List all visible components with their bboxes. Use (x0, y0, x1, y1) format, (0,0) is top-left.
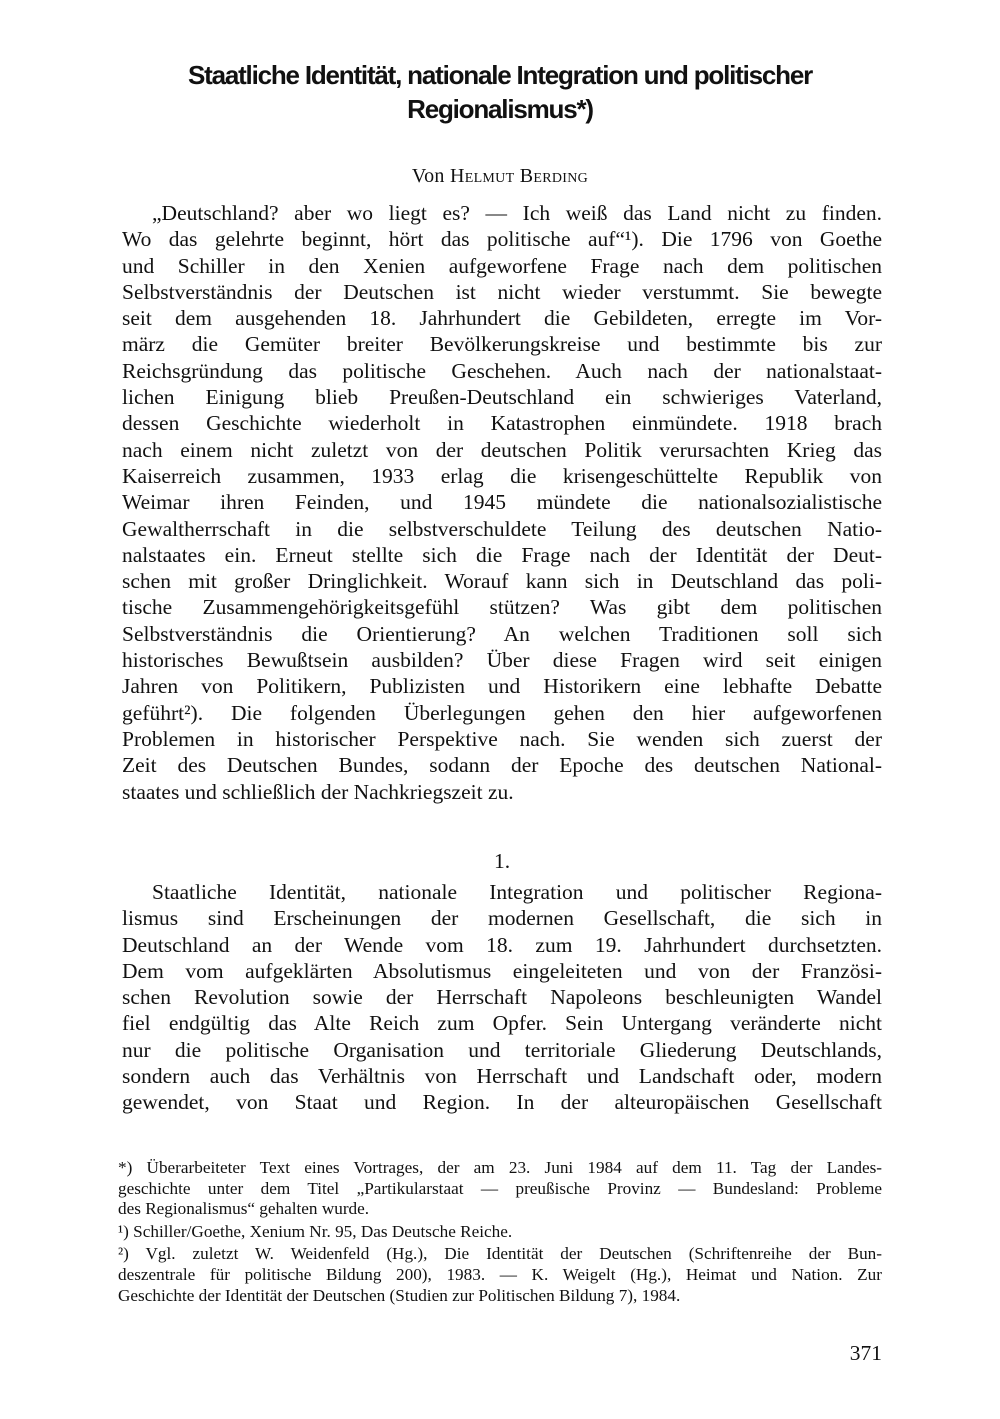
text-line: schen Revolution sowie der Herrschaft Napoleons beschleunigten Wandel (122, 985, 882, 1010)
paragraph-intro (122, 200, 882, 805)
text-line: Gewaltherrschaft in die selbstverschuldete Teilung des deutschen Natio- (122, 516, 882, 541)
article-title-line-2: Regionalismus*) (407, 94, 593, 124)
text-line: nur die politische Organisation und territoriale Gliederung Deutschlands, (122, 1037, 882, 1062)
footnote-line: des Regionalismus“ gehalten wurde. (118, 1199, 370, 1219)
text-line: Selbstverständnis die Orientierung? An welchen Traditionen soll sich (122, 621, 882, 646)
author-name: Helmut Berding (449, 165, 589, 187)
text-line: lichen Einigung blieb Preußen-Deutschland ein schwieriges Vaterland, (122, 385, 882, 410)
text-line: gewendet, von Staat und Region. In der alteuropäischen Gesellschaft (122, 1090, 882, 1115)
text-line: und Schiller in den Xenien aufgeworfene Frage nach dem politischen (122, 253, 882, 278)
text-line: Kaiserreich zusammen, 1933 erlag die krisengeschüttelte Republik von (122, 463, 882, 488)
text-line: Reichsgründung das politische Geschehen. Auch nach der nationalstaat- (122, 358, 882, 383)
text-line: nalstaates ein. Erneut stellte sich die Frage nach der Identität der Deut- (122, 542, 882, 567)
text-line: geführt²). Die folgenden Überlegungen gehen den hier aufgeworfenen (122, 700, 882, 725)
text-line: Wo das gelehrte beginnt, hört das politische auf“¹). Die 1796 von Goethe (122, 227, 882, 252)
page-number: 371 (849, 1341, 882, 1365)
text-line: Staatliche Identität, nationale Integration und politischer Regiona- (152, 880, 882, 904)
footnote-line: deszentrale für politische Bildung 200), 1983. — K. Weigelt (Hg.), Heimat und Nation. Zur (118, 1264, 882, 1284)
footnote-line: geschichte unter dem Titel „Partikularstaat — preußische Provinz — Bundesland: Probleme (118, 1178, 882, 1198)
text-line: Selbstverständnis der Deutschen ist nicht wieder verstummt. Sie bewegte (122, 279, 882, 304)
footnote-line: Geschichte der Identität der Deutschen (Studien zur Politischen Bildung 7), 1984. (118, 1285, 681, 1305)
section-heading: 1. (493, 849, 511, 873)
article-title (150, 58, 850, 126)
text-line: Deutschland an der Wende vom 18. zum 19. Jahrhundert durchsetzten. (122, 932, 882, 957)
footnotes (118, 1158, 882, 1308)
text-line: dessen Geschichte wiederholt in Katastrophen einmündete. 1918 brach (122, 411, 882, 436)
text-line: historisches Bewußtsein ausbilden? Über diese Fragen wird seit einigen (122, 648, 882, 673)
article-title-line-1: Staatliche Identität, nationale Integration und politischer (187, 60, 813, 90)
paragraph-section-1 (122, 879, 882, 1116)
footnote-line: *) Überarbeiteter Text eines Vortrages, der am 23. Juni 1984 auf dem 11. Tag der Landes- (118, 1158, 882, 1177)
text-line: schen mit großer Dringlichkeit. Worauf kann sich in Deutschland das poli- (122, 569, 882, 594)
text-line: märz die Gemüter breiter Bevölkerungskreise und bestimmte bis zur (122, 332, 882, 357)
footnote-2 (118, 1244, 882, 1306)
footnote-line: ¹) Schiller/Goethe, Xenium Nr. 95, Das Deutsche Reiche. (118, 1221, 513, 1241)
text-line: Problemen in historischer Perspektive nach. Sie wenden sich zuerst der (122, 726, 882, 751)
text-line: Jahren von Politikern, Publizisten und Historikern eine lebhafte Debatte (122, 674, 882, 699)
footnote-star (118, 1158, 882, 1220)
author-byline (150, 164, 850, 188)
text-line: „Deutschland? aber wo liegt es? — Ich weiß das Land nicht zu finden. (152, 201, 882, 225)
footnote-line: ²) Vgl. zuletzt W. Weidenfeld (Hg.), Die Identität der Deutschen (Schriftenreihe der Bun- (118, 1244, 882, 1264)
text-line: Dem vom aufgeklärten Absolutismus eingeleiteten und von der Französi- (122, 958, 882, 983)
text-line: sondern auch das Verhältnis von Herrschaft und Landschaft oder, modern (122, 1064, 882, 1089)
text-line: staates und schließlich der Nachkriegszeit zu. (122, 779, 514, 804)
text-line: seit dem ausgehenden 18. Jahrhundert die Gebildeten, erregte im Vor- (122, 306, 882, 331)
author-prefix: Von (411, 165, 445, 187)
text-line: tische Zusammengehörigkeitsgefühl stützen? Was gibt dem politischen (122, 595, 882, 620)
text-line: nach einem nicht zuletzt von der deutschen Politik verursachten Krieg das (122, 437, 882, 462)
text-line: lismus sind Erscheinungen der modernen Gesellschaft, die sich in (122, 906, 882, 931)
text-line: Weimar ihren Feinden, und 1945 mündete die nationalsozialistische (122, 490, 882, 515)
text-line: Zeit des Deutschen Bundes, sodann der Epoche des deutschen National- (122, 753, 882, 778)
footnote-1 (118, 1222, 882, 1243)
text-line: fiel endgültig das Alte Reich zum Opfer. Sein Untergang veränderte nicht (122, 1011, 882, 1036)
